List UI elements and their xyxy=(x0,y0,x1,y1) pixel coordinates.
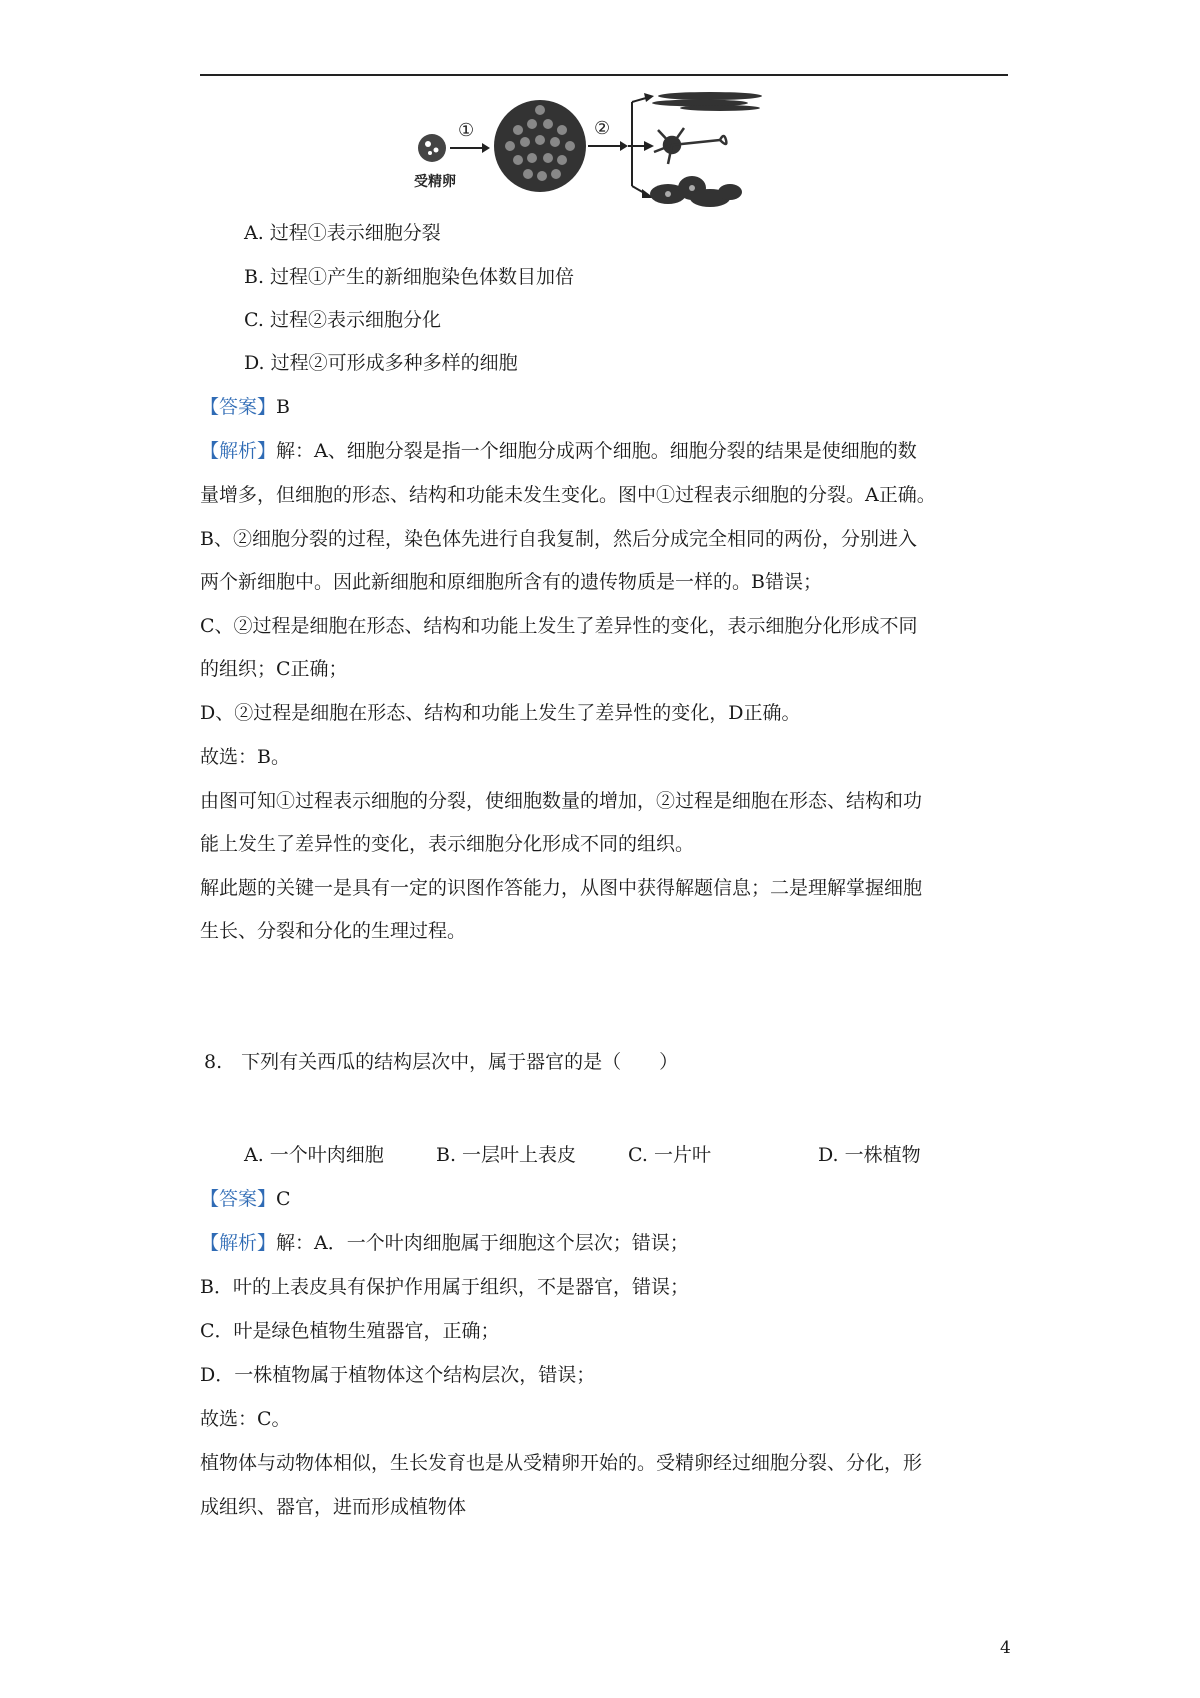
q7-option-b: B. 过程①产生的新细胞染色体数目加倍 xyxy=(244,266,575,288)
q7-analysis-line: 由图可知①过程表示细胞的分裂，使细胞数量的增加，②过程是细胞在形态、结构和功 xyxy=(200,790,923,812)
answer-value: B xyxy=(276,396,290,418)
q7-analysis-line: D、②过程是细胞在形态、结构和功能上发生了差异性的变化，D正确。 xyxy=(200,702,801,724)
q7-option-a: A. 过程①表示细胞分裂 xyxy=(244,222,441,244)
q8-option-b: B. 一层叶上表皮 xyxy=(436,1144,577,1166)
step-1-label: ① xyxy=(458,120,475,141)
answer-value: C xyxy=(276,1188,291,1210)
nerve-cell-icon xyxy=(654,128,726,164)
tissue-cell-icon xyxy=(650,176,742,207)
egg-label: 受精卵 xyxy=(414,174,456,190)
cell-mass-icon xyxy=(494,100,586,192)
header-rule xyxy=(200,74,1008,76)
page-number: 4 xyxy=(1000,1638,1011,1658)
analysis-text: 解：A．一个叶肉细胞属于细胞这个层次；错误； xyxy=(276,1232,689,1254)
q8-answer xyxy=(200,1186,291,1212)
analysis-text: 解：A、细胞分裂是指一个细胞分成两个细胞。细胞分裂的结果是使细胞的数 xyxy=(276,440,917,462)
q8-analysis-line: 植物体与动物体相似，生长发育也是从受精卵开始的。受精卵经过细胞分裂、分化，形 xyxy=(200,1452,923,1474)
answer-tag: 【答案】 xyxy=(200,1188,277,1210)
muscle-cell-icon xyxy=(652,92,762,111)
q7-analysis-line: 故选：B。 xyxy=(200,746,290,768)
q8-question: 8. 下列有关西瓜的结构层次中，属于器官的是（ ） xyxy=(204,1051,679,1073)
q8-option-d: D. 一株植物 xyxy=(818,1144,921,1166)
q7-analysis-line: C、②过程是细胞在形态、结构和功能上发生了差异性的变化，表示细胞分化形成不同 xyxy=(200,615,918,637)
analysis-tag: 【解析】 xyxy=(200,1232,277,1254)
q7-option-d: D. 过程②可形成多种多样的细胞 xyxy=(244,352,518,374)
q8-analysis-line: 成组织、器官，进而形成植物体 xyxy=(200,1496,467,1518)
q7-analysis-line: 的组织；C正确； xyxy=(200,658,348,680)
q7-analysis-line: 解此题的关键一是具有一定的识图作答能力，从图中获得解题信息；二是理解掌握细胞 xyxy=(200,877,923,899)
q8-analysis-line: D．一株植物属于植物体这个结构层次，错误； xyxy=(200,1364,596,1386)
fertilized-egg-icon xyxy=(418,134,446,162)
q7-analysis-line: 量增多，但细胞的形态、结构和功能未发生变化。图中①过程表示细胞的分裂。A正确。 xyxy=(200,484,936,506)
q8-analysis-line: 故选：C。 xyxy=(200,1408,291,1430)
q8-option-a: A. 一个叶肉细胞 xyxy=(244,1144,384,1166)
q7-analysis-line: 生长、分裂和分化的生理过程。 xyxy=(200,920,467,942)
q7-option-c: C. 过程②表示细胞分化 xyxy=(244,309,441,331)
q7-analysis-line xyxy=(200,438,917,464)
cell-division-diagram xyxy=(410,90,830,230)
step-2-label: ② xyxy=(594,118,611,139)
q7-analysis-line: 能上发生了差异性的变化，表示细胞分化形成不同的组织。 xyxy=(200,833,695,855)
q7-analysis-line: B、②细胞分裂的过程，染色体先进行自我复制，然后分成完全相同的两份，分别进入 xyxy=(200,528,917,550)
q7-analysis-line: 两个新细胞中。因此新细胞和原细胞所含有的遗传物质是一样的。B错误； xyxy=(200,571,822,593)
q8-option-c: C. 一片叶 xyxy=(628,1144,711,1166)
analysis-tag: 【解析】 xyxy=(200,440,277,462)
q8-analysis-line xyxy=(200,1230,689,1256)
answer-tag: 【答案】 xyxy=(200,396,277,418)
q8-analysis-line: C．叶是绿色植物生殖器官，正确； xyxy=(200,1320,500,1342)
q7-answer xyxy=(200,394,290,420)
q8-analysis-line: B．叶的上表皮具有保护作用属于组织，不是器官，错误； xyxy=(200,1276,689,1298)
